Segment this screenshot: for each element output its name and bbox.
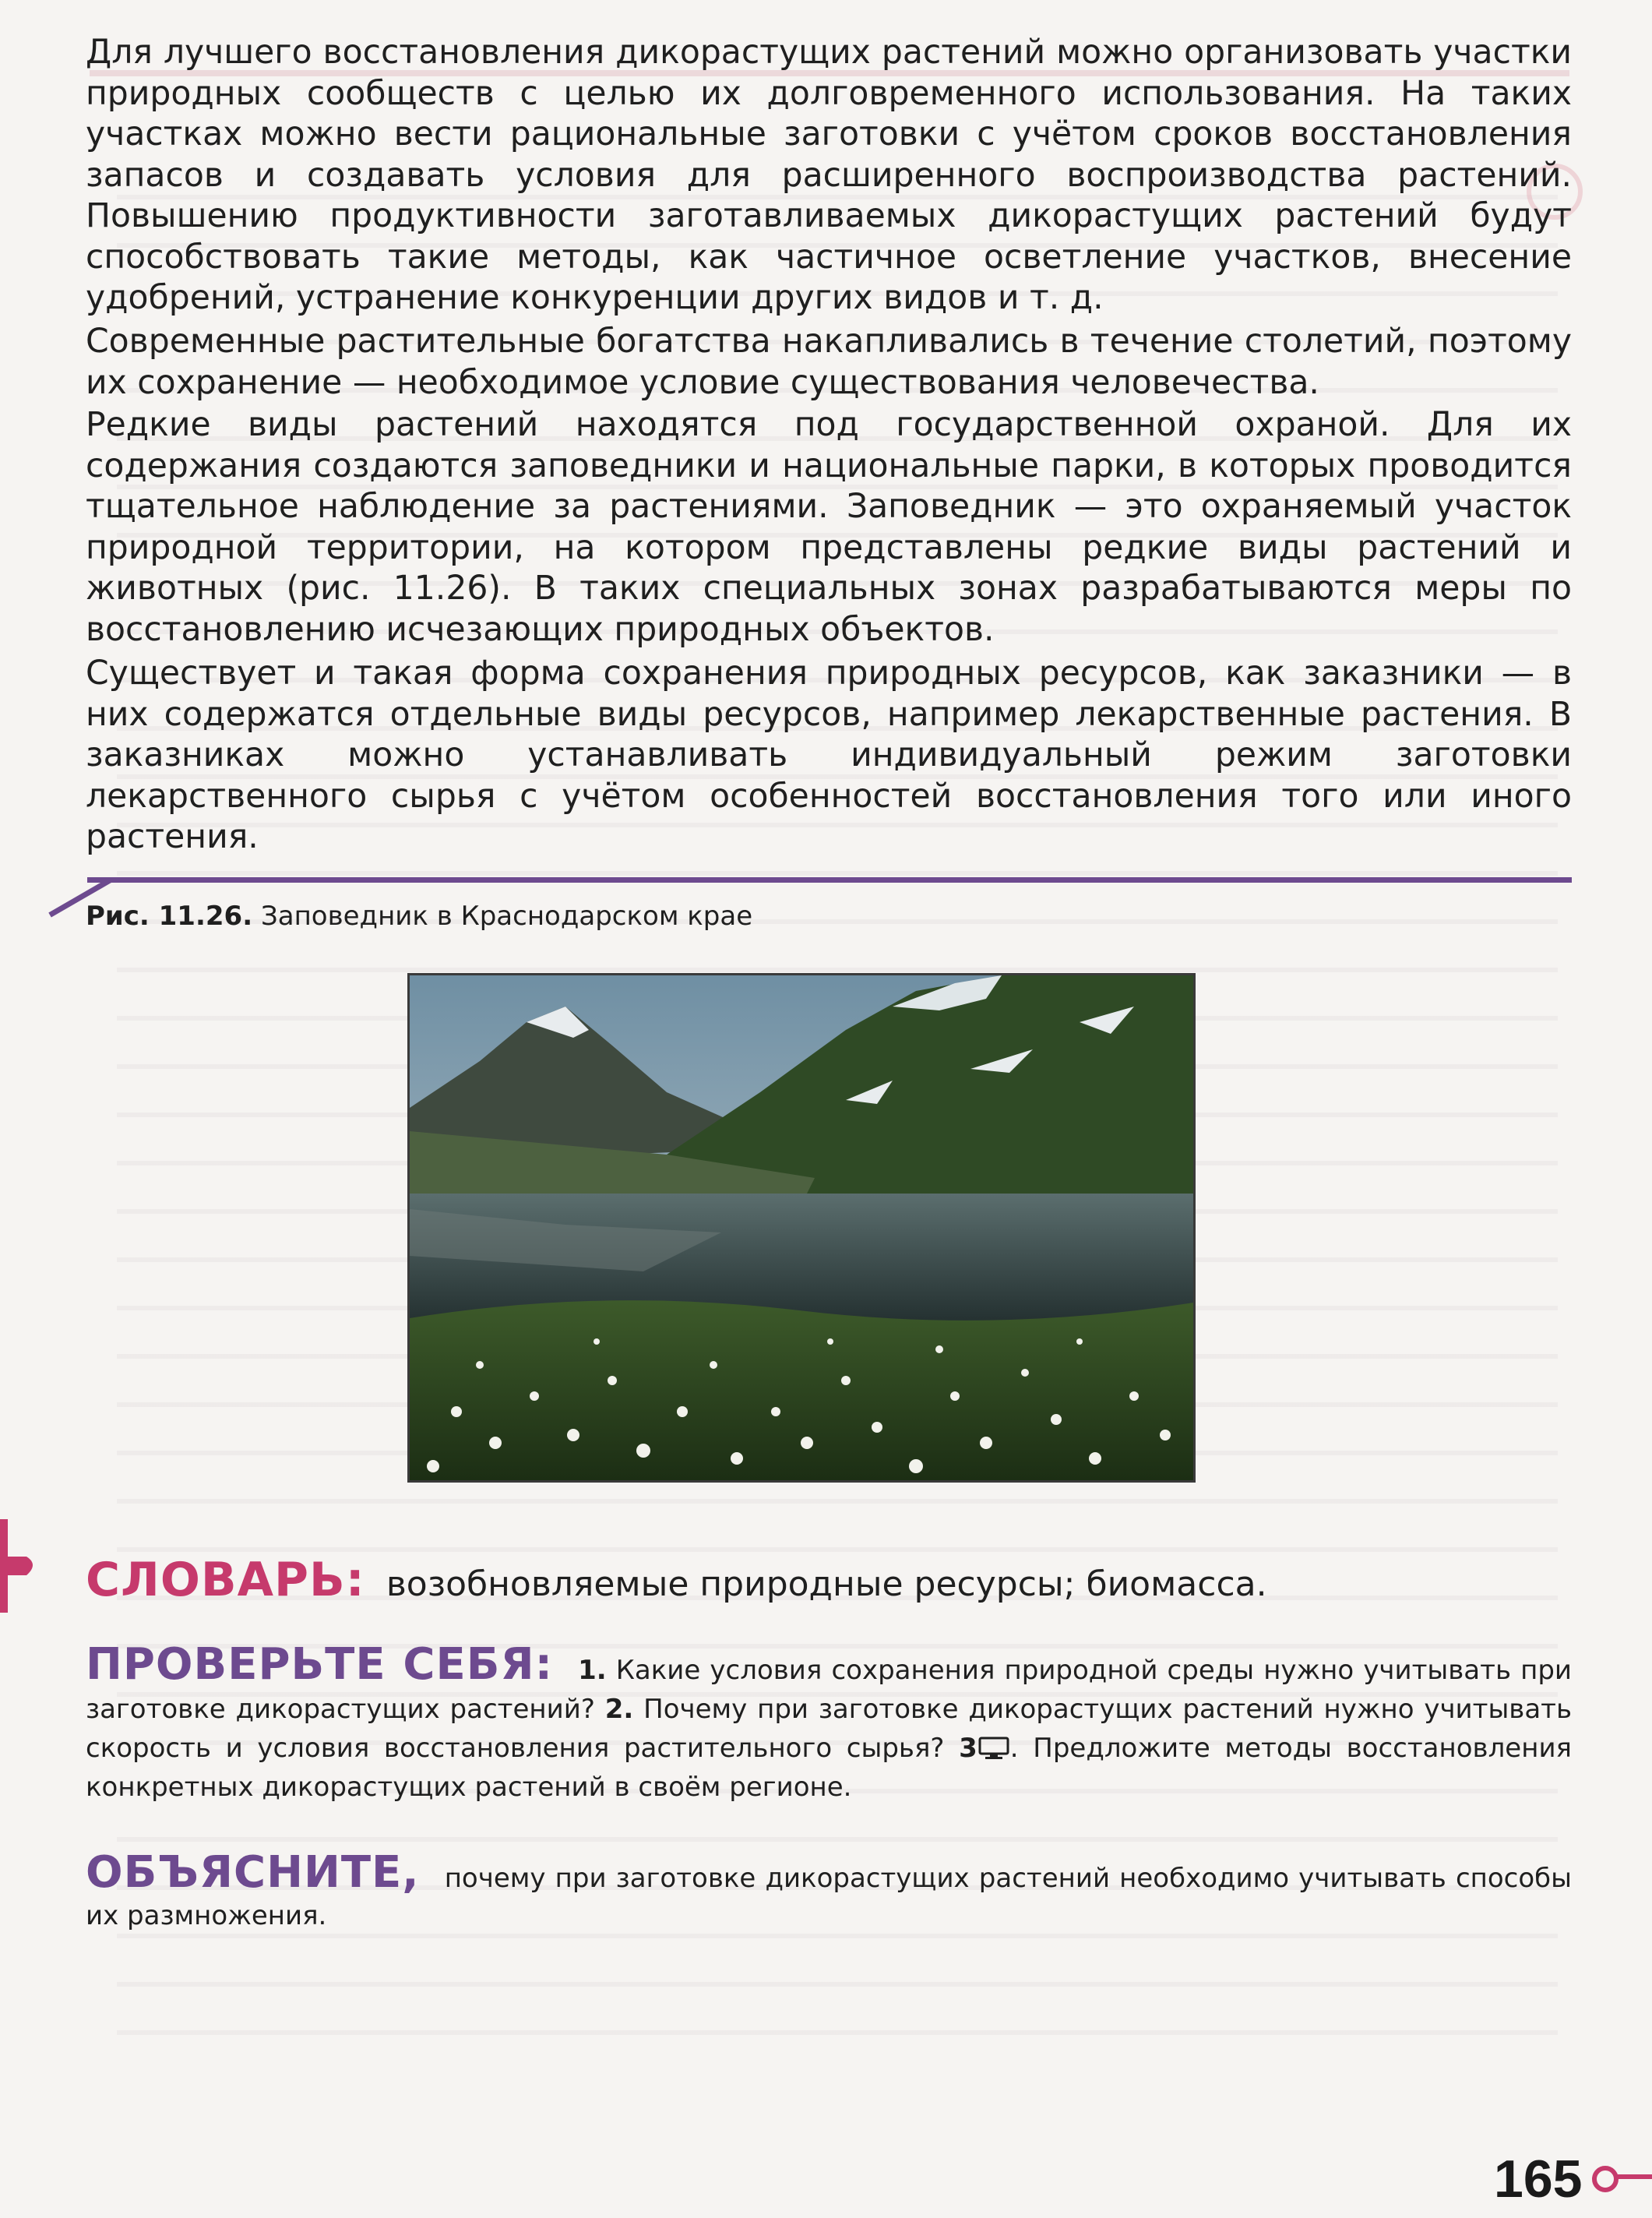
check-yourself-heading: ПРОВЕРЬТЕ СЕБЯ: xyxy=(86,1639,553,1690)
question-2-number: 2. xyxy=(604,1694,634,1725)
dictionary-terms: возобновляемые природные ресурсы; биомасса. xyxy=(386,1564,1267,1604)
question-3: . Предложите методы восстановления конкретных дикорастущих растений в своём регионе. xyxy=(86,1733,1573,1803)
question-2: Почему при заготовке дикорастущих растений нужно учитывать скорость и условия восстановления растительного сырья? xyxy=(86,1694,1573,1764)
figure-caption xyxy=(86,894,752,938)
page-number-tail xyxy=(1617,2174,1652,2179)
explain-heading: ОБЪЯСНИТЕ, xyxy=(86,1847,420,1898)
paragraph-1: Для лучшего восстановления дикорастущих растений можно организовать участки природных сообществ с целью их долговременного использования. На таких участках можно вести рациональные заготовки с учётом сроков восстановления запасов и создавать условия для расширенного воспроизводства растений. Повышению продуктивности заготавливаемых дикорастущих растений будут способствовать такие методы, как частичное осветление участков, внесение удобрений, устранение конкуренции других видов и т. д. xyxy=(86,33,1572,317)
page-number-dot-icon xyxy=(1592,2166,1619,2192)
paragraph-3: Редкие виды растений находятся под государственной охраной. Для их содержания создаются заповедники и национальные парки, в которых проводится тщательное наблюдение за растениями. Заповедник — это охраняемый участок природной территории, на котором представлены редкие виды растений и животных (рис. 11.26). В таких специальных зонах разрабатываются меры по восстановлению исчезающих природных объектов. xyxy=(86,406,1572,649)
figure-number: Рис. 11.26. xyxy=(86,901,253,932)
paragraph-2: Современные растительные богатства накапливались в течение столетий, поэтому их сохранение — необходимое условие существования человечества. xyxy=(86,323,1572,402)
dictionary-block xyxy=(86,1550,1267,1621)
page-number: 165 xyxy=(1494,2149,1583,2209)
mountain-lake-illustration xyxy=(410,975,1193,1480)
question-3-number: 3 xyxy=(959,1733,977,1764)
computer-icon xyxy=(977,1737,1010,1760)
divider-rule xyxy=(87,877,1572,883)
bookmark-marker-icon xyxy=(0,1519,41,1613)
nature-reserve-photo xyxy=(407,973,1196,1483)
dictionary-heading: СЛОВАРЬ: xyxy=(86,1553,365,1607)
explain-text: почему при заготовке дикорастущих растений необходимо учитывать способы их размножения. xyxy=(86,1863,1572,1931)
figure-caption-text: Заповедник в Краснодарском крае xyxy=(260,901,753,932)
explain-block xyxy=(86,1847,1572,1934)
question-1-number: 1. xyxy=(578,1655,607,1686)
question-1: Какие условия сохранения природной среды нужно учитывать при заготовке дикорастущих растений? xyxy=(86,1655,1572,1725)
paragraph-4: Существует и такая форма сохранения природных ресурсов, как заказники — в них содержатся отдельные виды ресурсов, например лекарственные растения. В заказниках можно устанавливать индивидуальный режим заготовки лекарственного сырья с учётом особенностей восстановления того или иного растения. xyxy=(86,654,1572,856)
check-yourself-block xyxy=(86,1639,1573,1807)
